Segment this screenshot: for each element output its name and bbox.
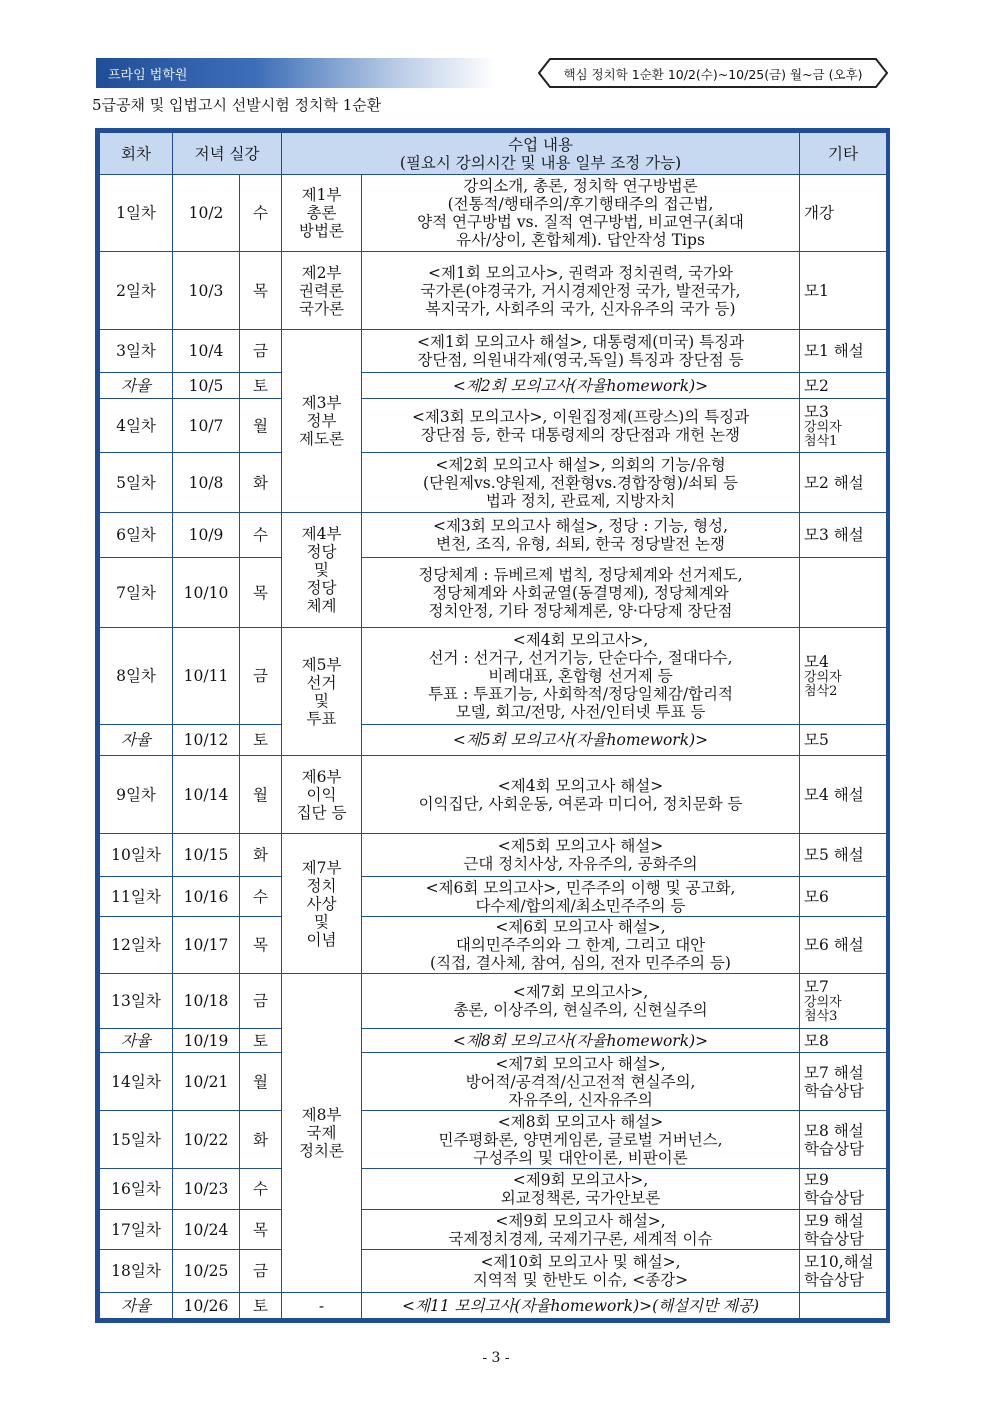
course-info: 핵심 정치학 1순환 10/2(수)~10/25(금) 월~금 (오후): [563, 67, 863, 82]
schedule-row: [100, 252, 887, 330]
weekday-cell: 금: [240, 330, 282, 373]
schedule-table-frame: [95, 128, 890, 1323]
schedule-row: [100, 725, 887, 756]
etc-cell: [800, 558, 887, 628]
etc-cell: 모2: [800, 373, 887, 399]
date-cell: 10/7: [173, 399, 240, 453]
academy-name: 프라임 법학원: [108, 68, 188, 83]
part-cell: 제4부 정당 및 정당 체계: [282, 513, 362, 628]
weekday-cell: 화: [240, 834, 282, 877]
page-number: - 3 -: [482, 1350, 510, 1366]
etc-cell: 모3 해설: [800, 513, 887, 558]
etc-cell: 모7 강의자 첨삭3: [800, 974, 887, 1029]
schedule-row: [100, 628, 887, 725]
etc-cell: 모6: [800, 877, 887, 917]
content-cell: <제10회 모의고사 및 해설>, 지역적 및 한반도 이슈, <종강>: [362, 1250, 800, 1293]
col-date: 저녁 실강: [173, 133, 282, 175]
date-cell: 10/18: [173, 974, 240, 1029]
part-cell: 제2부 권력론 국가론: [282, 252, 362, 330]
weekday-cell: 토: [240, 1029, 282, 1053]
etc-cell: 모9 학습상담: [800, 1169, 887, 1210]
date-cell: 10/8: [173, 453, 240, 513]
date-cell: 10/25: [173, 1250, 240, 1293]
etc-cell: 모8: [800, 1029, 887, 1053]
schedule-row: [100, 399, 887, 453]
part-cell: 제7부 정치 사상 및 이념: [282, 834, 362, 974]
content-cell: <제1회 모의고사 해설>, 대통령제(미국) 특징과 장단점, 의원내각제(영국,독일) 특징과 장단점 등: [362, 330, 800, 373]
session-cell: 6일차: [100, 513, 173, 558]
date-cell: 10/14: [173, 756, 240, 834]
date-cell: 10/15: [173, 834, 240, 877]
session-cell: 7일차: [100, 558, 173, 628]
date-cell: 10/24: [173, 1210, 240, 1250]
col-content: [282, 133, 800, 175]
etc-cell: 모1 해설: [800, 330, 887, 373]
session-cell: 13일차: [100, 974, 173, 1029]
session-cell: 자율: [100, 373, 173, 399]
schedule-row: [100, 756, 887, 834]
weekday-cell: 목: [240, 1210, 282, 1250]
weekday-cell: 금: [240, 628, 282, 725]
weekday-cell: 토: [240, 1293, 282, 1319]
date-cell: 10/21: [173, 1053, 240, 1111]
content-cell: <제6회 모의고사 해설>, 대의민주주의와 그 한계, 그리고 대안 (직접, 결사체, 참여, 심의, 전자 민주주의 등): [362, 917, 800, 974]
etc-cell: 모3 강의자 첨삭1: [800, 399, 887, 453]
etc-cell: [800, 1293, 887, 1319]
etc-cell: 모2 해설: [800, 453, 887, 513]
schedule-row: [100, 175, 887, 252]
content-cell: <제4회 모의고사 해설> 이익집단, 사회운동, 여론과 미디어, 정치문화 등: [362, 756, 800, 834]
session-cell: 자율: [100, 725, 173, 756]
etc-cell: 모5: [800, 725, 887, 756]
session-cell: 자율: [100, 1293, 173, 1319]
date-cell: 10/16: [173, 877, 240, 917]
date-cell: 10/9: [173, 513, 240, 558]
col-content-title: 수업 내용: [508, 135, 573, 154]
etc-cell: 모10,해설 학습상담: [800, 1250, 887, 1293]
weekday-cell: 화: [240, 453, 282, 513]
schedule-row: [100, 453, 887, 513]
session-cell: 17일차: [100, 1210, 173, 1250]
weekday-cell: 수: [240, 1169, 282, 1210]
schedule-row: [100, 974, 887, 1029]
date-cell: 10/22: [173, 1111, 240, 1169]
weekday-cell: 토: [240, 373, 282, 399]
date-cell: 10/23: [173, 1169, 240, 1210]
content-cell: <제3회 모의고사>, 이원집정제(프랑스)의 특징과 장단점 등, 한국 대통령제의 장단점과 개헌 논쟁: [362, 399, 800, 453]
part-cell: 제1부 총론 방법론: [282, 175, 362, 252]
date-cell: 10/19: [173, 1029, 240, 1053]
content-cell: <제8회 모의고사(자율homework)>: [362, 1029, 800, 1053]
schedule-row: [100, 834, 887, 877]
schedule-body: [100, 175, 887, 1319]
weekday-cell: 월: [240, 1053, 282, 1111]
part-cell: 제6부 이익 집단 등: [282, 756, 362, 834]
session-cell: 16일차: [100, 1169, 173, 1210]
date-cell: 10/2: [173, 175, 240, 252]
weekday-cell: 수: [240, 513, 282, 558]
etc-cell: 모7 해설 학습상담: [800, 1053, 887, 1111]
session-cell: 15일차: [100, 1111, 173, 1169]
schedule-row: [100, 1210, 887, 1250]
content-cell: <제8회 모의고사 해설> 민주평화론, 양면게임론, 글로벌 거버넌스, 구성주의 및 대안이론, 비판이론: [362, 1111, 800, 1169]
date-cell: 10/10: [173, 558, 240, 628]
part-cell: -: [282, 1293, 362, 1319]
weekday-cell: 월: [240, 756, 282, 834]
etc-cell: 모4 강의자 첨삭2: [800, 628, 887, 725]
schedule-row: [100, 877, 887, 917]
instructor-feedback-note: 강의자 첨삭1: [804, 419, 842, 449]
content-cell: <제5회 모의고사 해설> 근대 정치사상, 자유주의, 공화주의: [362, 834, 800, 877]
etc-cell: 모8 해설 학습상담: [800, 1111, 887, 1169]
col-content-note: (필요시 강의시간 및 내용 일부 조정 가능): [399, 153, 682, 172]
session-cell: 1일차: [100, 175, 173, 252]
session-cell: 5일차: [100, 453, 173, 513]
schedule-row: [100, 1029, 887, 1053]
instructor-feedback-note: 강의자 첨삭3: [804, 995, 842, 1024]
session-cell: 11일차: [100, 877, 173, 917]
header-row: [100, 133, 887, 175]
part-cell: 제8부 국제 정치론: [282, 974, 362, 1293]
weekday-cell: 목: [240, 917, 282, 974]
session-cell: 18일차: [100, 1250, 173, 1293]
content-cell: <제11 모의고사(자율homework)>(해설지만 제공): [362, 1293, 800, 1319]
date-cell: 10/3: [173, 252, 240, 330]
schedule-row: [100, 1169, 887, 1210]
schedule-table: [99, 132, 887, 1319]
weekday-cell: 수: [240, 877, 282, 917]
content-cell: <제2회 모의고사(자율homework)>: [362, 373, 800, 399]
weekday-cell: 금: [240, 1250, 282, 1293]
schedule-row: [100, 917, 887, 974]
part-cell: 제3부 정부 제도론: [282, 330, 362, 513]
content-cell: <제6회 모의고사>, 민주주의 이행 및 공고화, 다수제/합의제/최소민주주의 등: [362, 877, 800, 917]
weekday-cell: 수: [240, 175, 282, 252]
session-cell: 4일차: [100, 399, 173, 453]
session-cell: 10일차: [100, 834, 173, 877]
schedule-row: [100, 1293, 887, 1319]
session-cell: 2일차: [100, 252, 173, 330]
session-cell: 3일차: [100, 330, 173, 373]
content-cell: <제1회 모의고사>, 권력과 정치권력, 국가와 국가론(야경국가, 거시경제안정 국가, 발전국가, 복지국가, 사회주의 국가, 신자유주의 국가 등): [362, 252, 800, 330]
etc-cell: 모4 해설: [800, 756, 887, 834]
content-cell: <제9회 모의고사>, 외교정책론, 국가안보론: [362, 1169, 800, 1210]
etc-cell: 모1: [800, 252, 887, 330]
etc-cell: 모5 해설: [800, 834, 887, 877]
schedule-row: [100, 1053, 887, 1111]
schedule-row: [100, 330, 887, 373]
etc-cell: 개강: [800, 175, 887, 252]
content-cell: <제7회 모의고사>, 총론, 이상주의, 현실주의, 신현실주의: [362, 974, 800, 1029]
weekday-cell: 월: [240, 399, 282, 453]
col-session: 회차: [100, 133, 173, 175]
etc-cell: 모6 해설: [800, 917, 887, 974]
weekday-cell: 토: [240, 725, 282, 756]
schedule-row: [100, 513, 887, 558]
col-etc: 기타: [800, 133, 887, 175]
date-cell: 10/12: [173, 725, 240, 756]
document-subtitle: 5급공채 및 입법고시 선발시험 정치학 1순환: [92, 96, 382, 114]
content-cell: <제4회 모의고사>, 선거 : 선거구, 선거기능, 단순다수, 절대다수, 비례대표, 혼합형 선거제 등 투표 : 투표기능, 사회학적/정당일체감/합리적 모델, 회고/전망, 사전/인터넷 투표 등: [362, 628, 800, 725]
date-cell: 10/4: [173, 330, 240, 373]
etc-cell: 모9 해설 학습상담: [800, 1210, 887, 1250]
content-cell: 강의소개, 총론, 정치학 연구방법론 (전통적/행태주의/후기행태주의 접근법, 양적 연구방법 vs. 질적 연구방법, 비교연구(최대 유사/상이, 혼합체계). 답안작성 Tips: [362, 175, 800, 252]
content-cell: <제9회 모의고사 해설>, 국제정치경제, 국제기구론, 세계적 이슈: [362, 1210, 800, 1250]
session-cell: 8일차: [100, 628, 173, 725]
weekday-cell: 금: [240, 974, 282, 1029]
weekday-cell: 화: [240, 1111, 282, 1169]
weekday-cell: 목: [240, 252, 282, 330]
weekday-cell: 목: [240, 558, 282, 628]
course-banner: [538, 58, 888, 88]
date-cell: 10/5: [173, 373, 240, 399]
content-cell: <제3회 모의고사 해설>, 정당 : 기능, 형성, 변천, 조직, 유형, 쇠퇴, 한국 정당발전 논쟁: [362, 513, 800, 558]
schedule-row: [100, 373, 887, 399]
session-cell: 12일차: [100, 917, 173, 974]
date-cell: 10/26: [173, 1293, 240, 1319]
content-cell: <제2회 모의고사 해설>, 의회의 기능/유형 (단원제vs.양원제, 전환형vs.경합장형)/쇠퇴 등 법과 정치, 관료제, 지방자치: [362, 453, 800, 513]
instructor-feedback-note: 강의자 첨삭2: [804, 670, 842, 699]
session-cell: 14일차: [100, 1053, 173, 1111]
schedule-row: [100, 558, 887, 628]
session-cell: 자율: [100, 1029, 173, 1053]
schedule-row: [100, 1111, 887, 1169]
academy-banner: [96, 58, 496, 88]
content-cell: <제5회 모의고사(자율homework)>: [362, 725, 800, 756]
session-cell: 9일차: [100, 756, 173, 834]
date-cell: 10/11: [173, 628, 240, 725]
content-cell: 정당체계 : 듀베르제 법칙, 정당체계와 선거제도, 정당체계와 사회균열(동결명제), 정당체계와 정치안정, 기타 정당체계론, 양·다당제 장단점: [362, 558, 800, 628]
schedule-row: [100, 1250, 887, 1293]
date-cell: 10/17: [173, 917, 240, 974]
part-cell: 제5부 선거 및 투표: [282, 628, 362, 756]
content-cell: <제7회 모의고사 해설>, 방어적/공격적/신고전적 현실주의, 자유주의, 신자유주의: [362, 1053, 800, 1111]
